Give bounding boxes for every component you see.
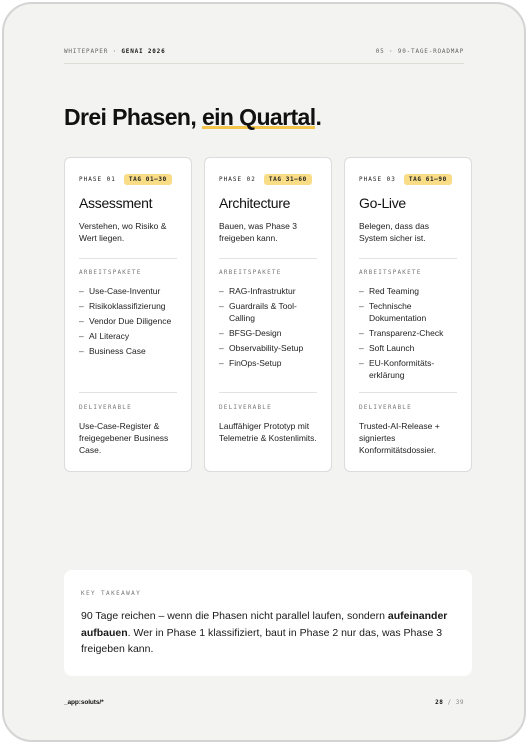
takeaway-text-emphasis: aufeinander aufbauen (81, 610, 448, 639)
list-item-label: EU-Konformitäts-erklärung (369, 358, 435, 380)
list-item (79, 285, 177, 297)
phase-label: PHASE 01 (79, 175, 116, 183)
phase-tag: TAG 31–60 (264, 174, 312, 185)
list-item (79, 345, 177, 357)
phase-title: Assessment (79, 195, 153, 211)
phase-header (219, 172, 312, 186)
deliverable-label: DELIVERABLE (359, 404, 412, 411)
page-total: 39 (455, 698, 464, 706)
takeaway-label: KEY TAKEAWAY (81, 590, 142, 597)
takeaway-text-end: . Wer in Phase 1 klassifiziert, baut in Phase 2 nur das, was Phase 3 freigeben kann. (81, 626, 443, 655)
list-item (219, 285, 317, 297)
work-packages-list (79, 285, 177, 360)
dash-icon: – (219, 358, 224, 368)
page-separator: / (447, 698, 452, 706)
phase-card-go-live (344, 157, 472, 472)
list-item-label: Vendor Due Diligence (89, 316, 172, 326)
list-item (359, 342, 457, 354)
phase-title: Architecture (219, 195, 291, 211)
list-item (219, 300, 317, 324)
list-item-label: Observability-Setup (229, 343, 304, 353)
header-divider (64, 63, 464, 64)
list-item (219, 327, 317, 339)
card-divider (359, 392, 457, 393)
takeaway-text (81, 608, 452, 658)
key-takeaway-box (64, 570, 472, 676)
card-divider (219, 258, 317, 259)
title-highlight: ein Quartal (201, 104, 316, 130)
title-suffix: . (315, 104, 322, 130)
deliverable-text: Lauffähiger Prototyp mit Telemetrie & Kostenlimits. (219, 421, 317, 443)
header-chapter: 05 · 90-TAGE-ROADMAP (375, 48, 464, 55)
card-divider (359, 258, 457, 259)
list-item-label: Soft Launch (369, 343, 415, 353)
phase-title: Go-Live (359, 195, 406, 211)
work-packages-list (359, 285, 457, 384)
list-item-label: RAG-Infrastruktur (229, 286, 296, 296)
page (2, 2, 526, 742)
phase-cards (64, 157, 472, 472)
dash-icon: – (219, 301, 224, 311)
page-footer (64, 696, 464, 708)
phase-header (359, 172, 452, 186)
list-item-label: Risikoklassifizierung (89, 301, 166, 311)
phase-label: PHASE 02 (219, 175, 256, 183)
list-item (359, 285, 457, 297)
list-item-label: Guardrails & Tool-Calling (229, 301, 297, 323)
phase-card-assessment (64, 157, 192, 472)
phase-card-architecture (204, 157, 332, 472)
phase-description: Verstehen, wo Risiko & Wert liegen. (79, 221, 167, 243)
list-item-label: Business Case (89, 346, 146, 356)
work-packages-label: ARBEITSPAKETE (219, 269, 282, 276)
page-title (64, 104, 321, 131)
list-item-label: Technische Dokumentation (369, 301, 427, 323)
deliverable-text: Trusted-AI-Release + signiertes Konformitätsdossier. (359, 421, 440, 455)
dash-icon: – (359, 286, 364, 296)
header-section: WHITEPAPER · (64, 48, 117, 55)
dash-icon: – (219, 343, 224, 353)
list-item-label: Transparenz-Check (369, 328, 444, 338)
list-item (79, 315, 177, 327)
list-item (359, 327, 457, 339)
dash-icon: – (79, 301, 84, 311)
list-item-label: Red Teaming (369, 286, 419, 296)
dash-icon: – (79, 286, 84, 296)
list-item (359, 300, 457, 324)
dash-icon: – (79, 331, 84, 341)
dash-icon: – (219, 328, 224, 338)
list-item-label: AI Literacy (89, 331, 130, 341)
list-item-label: Use-Case-Inventur (89, 286, 161, 296)
page-current: 28 (435, 698, 444, 706)
dash-icon: – (359, 343, 364, 353)
list-item-label: FinOps-Setup (229, 358, 282, 368)
card-divider (79, 258, 177, 259)
dash-icon: – (79, 346, 84, 356)
list-item (219, 342, 317, 354)
phase-tag: TAG 61–90 (404, 174, 452, 185)
header-left (64, 48, 166, 55)
page-number (435, 699, 464, 706)
dash-icon: – (219, 286, 224, 296)
deliverable-label: DELIVERABLE (79, 404, 132, 411)
phase-description: Bauen, was Phase 3 freigeben kann. (219, 221, 297, 243)
phase-label: PHASE 03 (359, 175, 396, 183)
brand-logo: _app:soluts/* (64, 698, 104, 706)
title-part1: Drei Phasen, (64, 104, 197, 130)
deliverable-text: Use-Case-Register & freigegebener Business Case. (79, 421, 169, 455)
list-item (79, 300, 177, 312)
phase-tag: TAG 01–30 (124, 174, 172, 185)
dash-icon: – (359, 358, 364, 368)
work-packages-label: ARBEITSPAKETE (359, 269, 422, 276)
list-item (79, 330, 177, 342)
phase-description: Belegen, dass das System sicher ist. (359, 221, 429, 243)
dash-icon: – (359, 301, 364, 311)
phase-header (79, 172, 172, 186)
dash-icon: – (79, 316, 84, 326)
header-topic: GENAI 2026 (121, 48, 166, 55)
list-item (219, 357, 317, 369)
card-divider (79, 392, 177, 393)
list-item (359, 357, 457, 381)
dash-icon: – (359, 328, 364, 338)
page-header (64, 48, 464, 64)
card-divider (219, 392, 317, 393)
work-packages-label: ARBEITSPAKETE (79, 269, 142, 276)
work-packages-list (219, 285, 317, 372)
list-item-label: BFSG-Design (229, 328, 282, 338)
deliverable-label: DELIVERABLE (219, 404, 272, 411)
takeaway-text-start: 90 Tage reichen – wenn die Phasen nicht parallel laufen, sondern (81, 610, 388, 622)
